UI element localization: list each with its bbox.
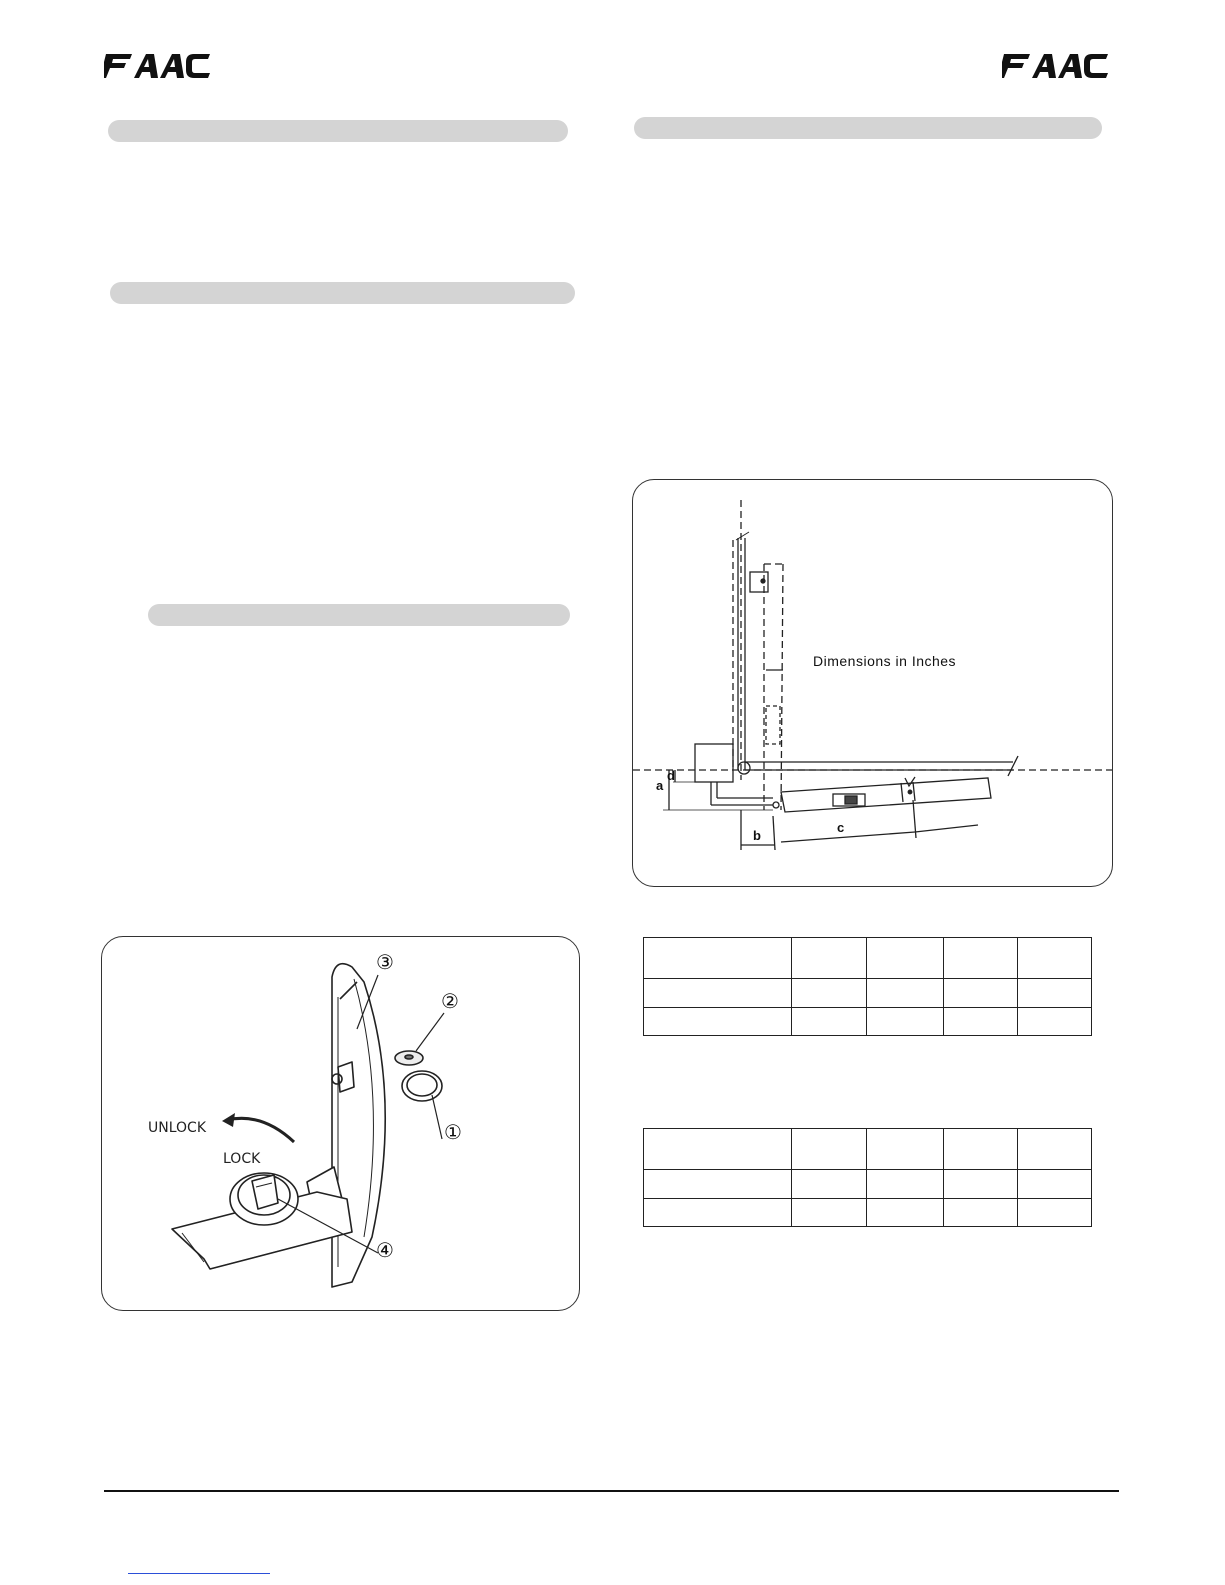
table-cell: [792, 1170, 866, 1199]
section-bar-1: [108, 120, 568, 142]
footer-link[interactable]: [128, 1572, 270, 1574]
dim-label-d: d: [667, 768, 675, 783]
footer-rule: [104, 1490, 1119, 1492]
dimension-table-2: [643, 1128, 1092, 1227]
table-cell: [1017, 938, 1091, 979]
release-figure: [101, 936, 580, 1311]
table-cell: [943, 1199, 1017, 1227]
dim-label-b: b: [753, 828, 761, 843]
dimensions-caption: Dimensions in Inches: [813, 653, 957, 669]
dim-label-c: c: [837, 820, 845, 835]
dimensions-diagram: [633, 480, 1112, 886]
table-cell: [943, 1170, 1017, 1199]
faac-logo-left: [104, 54, 214, 78]
table-cell: [866, 1129, 943, 1170]
section-bar-3: [148, 604, 570, 626]
lock-label: LOCK: [223, 1151, 261, 1167]
callout-4: ④: [376, 1238, 394, 1262]
table-cell: [1017, 1170, 1091, 1199]
table-cell: [792, 1199, 866, 1227]
table-cell: [792, 938, 866, 979]
section-bar-4: [634, 117, 1102, 139]
table-cell: [644, 1129, 792, 1170]
table-cell: [866, 1008, 943, 1036]
dim-label-a: a: [656, 778, 664, 793]
callout-1: ①: [444, 1120, 462, 1144]
dimensions-figure: [632, 479, 1113, 887]
table-cell: [1017, 979, 1091, 1008]
table-cell: [866, 1199, 943, 1227]
table-cell: [644, 979, 792, 1008]
callout-3: ③: [376, 950, 394, 974]
table-cell: [943, 1008, 1017, 1036]
table-cell: [1017, 1199, 1091, 1227]
table-cell: [792, 979, 866, 1008]
table-cell: [792, 1008, 866, 1036]
table-cell: [866, 938, 943, 979]
table-cell: [1017, 1129, 1091, 1170]
table-cell: [792, 1129, 866, 1170]
table-cell: [644, 938, 792, 979]
table-cell: [1017, 1008, 1091, 1036]
table-cell: [644, 1199, 792, 1227]
unlock-label: UNLOCK: [148, 1120, 206, 1136]
table-cell: [866, 979, 943, 1008]
release-diagram: [102, 937, 579, 1310]
table-cell: [943, 979, 1017, 1008]
table-cell: [943, 1129, 1017, 1170]
table-cell: [644, 1170, 792, 1199]
table-cell: [644, 1008, 792, 1036]
dimension-table-1: [643, 937, 1092, 1036]
callout-2: ②: [441, 989, 459, 1013]
faac-logo-right: [1002, 54, 1112, 78]
table-cell: [866, 1170, 943, 1199]
section-bar-2: [110, 282, 575, 304]
table-cell: [943, 938, 1017, 979]
